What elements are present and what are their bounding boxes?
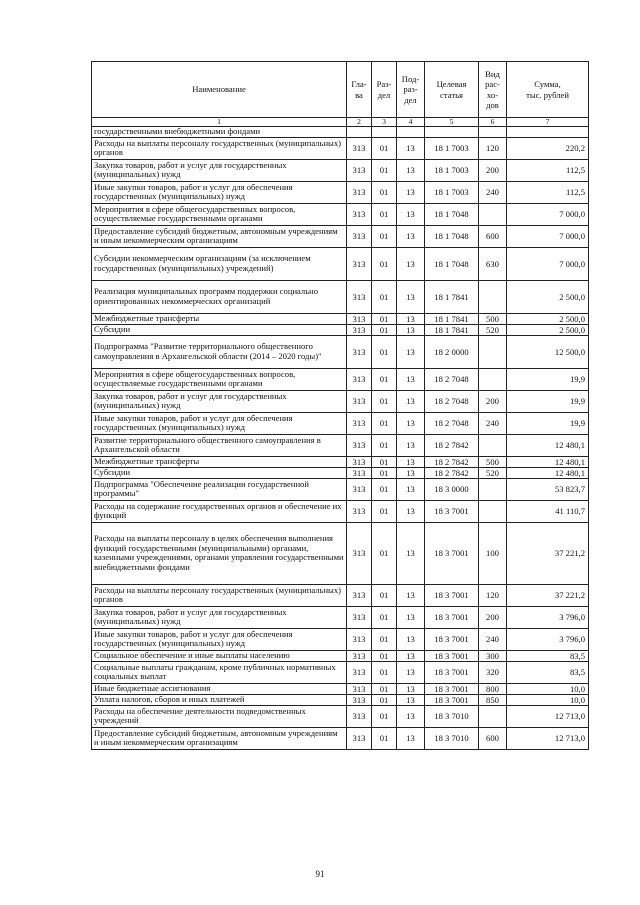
row-name: Иные закупки товаров, работ и услуг для обеспечения государственных (муниципальных) нужд [92, 412, 347, 434]
row-glava: 313 [347, 683, 372, 694]
column-number: 7 [507, 118, 589, 127]
row-sum: 53 823,7 [507, 478, 589, 500]
row-glava: 313 [347, 694, 372, 705]
row-podrazdel: 13 [397, 203, 425, 225]
row-sum: 2 500,0 [507, 324, 589, 335]
row-target-article: 18 3 7001 [425, 694, 479, 705]
table-row [92, 522, 589, 584]
row-name: Подпрограмма "Развитие территориального общественного самоуправления в Архангельской области (2014 – 2020 годы)" [92, 335, 347, 368]
row-sum: 41 110,7 [507, 500, 589, 522]
row-expense-type [479, 280, 507, 313]
table-row [92, 390, 589, 412]
row-target-article: 18 3 7001 [425, 584, 479, 606]
table-row [92, 650, 589, 661]
row-glava: 313 [347, 159, 372, 181]
row-expense-type [479, 500, 507, 522]
column-number: 2 [347, 118, 372, 127]
row-target-article: 18 1 7048 [425, 203, 479, 225]
table-row [92, 500, 589, 522]
table-row [92, 628, 589, 650]
table-body [92, 127, 589, 750]
row-razdel: 01 [372, 280, 397, 313]
header-podrazdel: Под- раз- дел [397, 62, 425, 118]
row-razdel: 01 [372, 727, 397, 749]
row-sum: 220,2 [507, 137, 589, 159]
row-name: Уплата налогов, сборов и иных платежей [92, 694, 347, 705]
row-podrazdel: 13 [397, 650, 425, 661]
table-row [92, 456, 589, 467]
row-target-article: 18 1 7048 [425, 225, 479, 247]
row-sum: 10,0 [507, 683, 589, 694]
row-podrazdel: 13 [397, 335, 425, 368]
row-glava: 313 [347, 247, 372, 280]
row-sum: 12 480,1 [507, 467, 589, 478]
row-expense-type: 630 [479, 247, 507, 280]
row-name: Иные бюджетные ассигнования [92, 683, 347, 694]
table-header-row [92, 62, 589, 118]
row-sum: 19,9 [507, 390, 589, 412]
row-expense-type [479, 127, 507, 138]
row-target-article: 18 3 7001 [425, 661, 479, 683]
row-target-article: 18 3 7001 [425, 650, 479, 661]
row-expense-type: 240 [479, 412, 507, 434]
row-razdel: 01 [372, 705, 397, 727]
row-sum: 7 000,0 [507, 203, 589, 225]
header-expense-type: Вид рас- хо- дов [479, 62, 507, 118]
table-row [92, 467, 589, 478]
row-name: Закупка товаров, работ и услуг для государственных (муниципальных) нужд [92, 606, 347, 628]
row-name: государственными внебюджетными фондами [92, 127, 347, 138]
row-sum: 37 221,2 [507, 522, 589, 584]
row-expense-type: 600 [479, 727, 507, 749]
row-podrazdel: 13 [397, 225, 425, 247]
row-name: Мероприятия в сфере общегосударственных вопросов, осуществляемые государственными органами [92, 368, 347, 390]
row-sum: 7 000,0 [507, 225, 589, 247]
row-sum: 19,9 [507, 368, 589, 390]
row-sum: 12 480,1 [507, 434, 589, 456]
row-target-article: 18 3 7001 [425, 500, 479, 522]
row-name: Субсидии некоммерческим организациям (за исключением государственных (муниципальных) учреждений) [92, 247, 347, 280]
page-number: 91 [315, 869, 325, 879]
row-target-article: 18 1 7003 [425, 159, 479, 181]
row-glava: 313 [347, 390, 372, 412]
row-sum: 112,5 [507, 159, 589, 181]
table-row [92, 313, 589, 324]
table-row [92, 324, 589, 335]
row-glava: 313 [347, 650, 372, 661]
row-target-article: 18 2 7842 [425, 467, 479, 478]
row-glava: 313 [347, 225, 372, 247]
header-target-article: Целевая статья [425, 62, 479, 118]
row-target-article: 18 3 7010 [425, 705, 479, 727]
row-glava [347, 127, 372, 138]
row-sum: 2 500,0 [507, 313, 589, 324]
row-name: Расходы на содержание государственных органов и обеспечение их функций [92, 500, 347, 522]
row-name: Межбюджетные трансферты [92, 313, 347, 324]
row-target-article: 18 3 7001 [425, 606, 479, 628]
row-sum: 7 000,0 [507, 247, 589, 280]
row-expense-type: 500 [479, 313, 507, 324]
row-podrazdel: 13 [397, 247, 425, 280]
row-name: Расходы на выплаты персоналу в целях обеспечения выполнения функций государственными (муниципальными) органами, казенными учреждениями, органами управления государственными внебюджетными фондами [92, 522, 347, 584]
row-target-article: 18 2 7048 [425, 368, 479, 390]
table-row [92, 247, 589, 280]
row-expense-type: 240 [479, 628, 507, 650]
row-target-article: 18 1 7841 [425, 324, 479, 335]
row-razdel: 01 [372, 412, 397, 434]
table-row [92, 335, 589, 368]
table-row [92, 280, 589, 313]
row-expense-type [479, 705, 507, 727]
row-razdel [372, 127, 397, 138]
row-target-article: 18 1 7048 [425, 247, 479, 280]
row-target-article: 18 3 7001 [425, 522, 479, 584]
row-name: Иные закупки товаров, работ и услуг для обеспечения государственных (муниципальных) нужд [92, 181, 347, 203]
row-razdel: 01 [372, 478, 397, 500]
table-row [92, 683, 589, 694]
row-glava: 313 [347, 606, 372, 628]
row-expense-type [479, 434, 507, 456]
row-razdel: 01 [372, 313, 397, 324]
row-razdel: 01 [372, 606, 397, 628]
row-name: Развитие территориального общественного самоуправления в Архангельской области [92, 434, 347, 456]
table-row [92, 181, 589, 203]
row-glava: 313 [347, 280, 372, 313]
row-podrazdel: 13 [397, 324, 425, 335]
row-glava: 313 [347, 500, 372, 522]
row-target-article: 18 3 0000 [425, 478, 479, 500]
row-expense-type [479, 203, 507, 225]
row-name: Мероприятия в сфере общегосударственных вопросов, осуществляемые государственными органами [92, 203, 347, 225]
row-sum: 12 500,0 [507, 335, 589, 368]
column-number: 6 [479, 118, 507, 127]
row-razdel: 01 [372, 584, 397, 606]
table-row [92, 412, 589, 434]
row-podrazdel: 13 [397, 159, 425, 181]
row-expense-type: 240 [479, 181, 507, 203]
row-expense-type: 850 [479, 694, 507, 705]
row-podrazdel: 13 [397, 727, 425, 749]
row-glava: 313 [347, 181, 372, 203]
row-razdel: 01 [372, 456, 397, 467]
row-expense-type: 520 [479, 324, 507, 335]
row-expense-type: 200 [479, 390, 507, 412]
table-row [92, 606, 589, 628]
row-target-article: 18 3 7010 [425, 727, 479, 749]
table-row [92, 203, 589, 225]
row-glava: 313 [347, 434, 372, 456]
row-podrazdel: 13 [397, 500, 425, 522]
row-razdel: 01 [372, 368, 397, 390]
row-sum: 37 221,2 [507, 584, 589, 606]
row-target-article: 18 1 7003 [425, 137, 479, 159]
row-target-article [425, 127, 479, 138]
row-glava: 313 [347, 478, 372, 500]
row-podrazdel: 13 [397, 628, 425, 650]
row-expense-type: 320 [479, 661, 507, 683]
row-podrazdel: 13 [397, 412, 425, 434]
table-row [92, 694, 589, 705]
table-row [92, 368, 589, 390]
row-glava: 313 [347, 335, 372, 368]
header-name: Наименование [92, 62, 347, 118]
row-podrazdel: 13 [397, 606, 425, 628]
row-podrazdel: 13 [397, 522, 425, 584]
header-glava: Гла- ва [347, 62, 372, 118]
row-podrazdel: 13 [397, 434, 425, 456]
row-name: Социальные выплаты гражданам, кроме публичных нормативных социальных выплат [92, 661, 347, 683]
row-podrazdel: 13 [397, 456, 425, 467]
column-number: 5 [425, 118, 479, 127]
column-number: 4 [397, 118, 425, 127]
table-row [92, 434, 589, 456]
table-row [92, 705, 589, 727]
row-razdel: 01 [372, 522, 397, 584]
column-number: 1 [92, 118, 347, 127]
row-target-article: 18 1 7841 [425, 280, 479, 313]
row-expense-type: 120 [479, 584, 507, 606]
row-podrazdel: 13 [397, 584, 425, 606]
row-sum: 3 796,0 [507, 606, 589, 628]
row-podrazdel: 13 [397, 181, 425, 203]
row-name: Субсидии [92, 324, 347, 335]
row-razdel: 01 [372, 203, 397, 225]
row-podrazdel: 13 [397, 390, 425, 412]
row-target-article: 18 1 7841 [425, 313, 479, 324]
row-target-article: 18 2 7048 [425, 412, 479, 434]
row-sum: 19,9 [507, 412, 589, 434]
row-name: Социальное обеспечение и иные выплаты населению [92, 650, 347, 661]
header-sum: Сумма, тыс. рублей [507, 62, 589, 118]
table-row [92, 225, 589, 247]
row-target-article: 18 1 7003 [425, 181, 479, 203]
row-expense-type: 300 [479, 650, 507, 661]
row-target-article: 18 2 7048 [425, 390, 479, 412]
row-sum: 12 713,0 [507, 705, 589, 727]
table-row [92, 584, 589, 606]
row-glava: 313 [347, 705, 372, 727]
row-podrazdel: 13 [397, 683, 425, 694]
row-podrazdel: 13 [397, 694, 425, 705]
row-razdel: 01 [372, 247, 397, 280]
row-podrazdel: 13 [397, 313, 425, 324]
row-sum: 12 713,0 [507, 727, 589, 749]
row-name: Расходы на выплаты персоналу государственных (муниципальных) органов [92, 584, 347, 606]
row-glava: 313 [347, 324, 372, 335]
row-name: Субсидии [92, 467, 347, 478]
row-name: Расходы на выплаты персоналу государственных (муниципальных) органов [92, 137, 347, 159]
row-glava: 313 [347, 203, 372, 225]
row-glava: 313 [347, 412, 372, 434]
row-sum: 112,5 [507, 181, 589, 203]
row-name: Иные закупки товаров, работ и услуг для обеспечения государственных (муниципальных) нужд [92, 628, 347, 650]
row-expense-type: 520 [479, 467, 507, 478]
table-row [92, 127, 589, 138]
row-expense-type [479, 478, 507, 500]
table-row [92, 661, 589, 683]
row-razdel: 01 [372, 390, 397, 412]
row-name: Предоставление субсидий бюджетным, автономным учреждениям и иным некоммерческим организациям [92, 225, 347, 247]
row-glava: 313 [347, 137, 372, 159]
table-row [92, 137, 589, 159]
row-target-article: 18 3 7001 [425, 683, 479, 694]
row-glava: 313 [347, 727, 372, 749]
row-podrazdel: 13 [397, 661, 425, 683]
row-razdel: 01 [372, 225, 397, 247]
row-name: Межбюджетные трансферты [92, 456, 347, 467]
row-name: Закупка товаров, работ и услуг для государственных (муниципальных) нужд [92, 159, 347, 181]
row-razdel: 01 [372, 650, 397, 661]
row-podrazdel: 13 [397, 137, 425, 159]
row-glava: 313 [347, 467, 372, 478]
row-razdel: 01 [372, 628, 397, 650]
row-sum: 12 480,1 [507, 456, 589, 467]
row-razdel: 01 [372, 467, 397, 478]
row-sum [507, 127, 589, 138]
header-razdel: Раз- дел [372, 62, 397, 118]
row-glava: 313 [347, 456, 372, 467]
row-glava: 313 [347, 661, 372, 683]
row-sum: 10,0 [507, 694, 589, 705]
row-razdel: 01 [372, 683, 397, 694]
row-expense-type [479, 368, 507, 390]
row-razdel: 01 [372, 335, 397, 368]
row-expense-type: 800 [479, 683, 507, 694]
row-razdel: 01 [372, 500, 397, 522]
row-expense-type: 600 [479, 225, 507, 247]
row-razdel: 01 [372, 324, 397, 335]
row-razdel: 01 [372, 434, 397, 456]
row-name: Расходы на обеспечение деятельности подведомственных учреждений [92, 705, 347, 727]
row-expense-type: 500 [479, 456, 507, 467]
row-podrazdel: 13 [397, 705, 425, 727]
row-glava: 313 [347, 368, 372, 390]
row-podrazdel: 13 [397, 467, 425, 478]
table-row [92, 727, 589, 749]
row-razdel: 01 [372, 137, 397, 159]
row-glava: 313 [347, 628, 372, 650]
row-podrazdel: 13 [397, 280, 425, 313]
row-razdel: 01 [372, 159, 397, 181]
row-expense-type: 200 [479, 159, 507, 181]
row-target-article: 18 2 7842 [425, 434, 479, 456]
row-target-article: 18 2 0000 [425, 335, 479, 368]
row-razdel: 01 [372, 694, 397, 705]
row-expense-type: 100 [479, 522, 507, 584]
row-expense-type [479, 335, 507, 368]
table-row [92, 478, 589, 500]
row-podrazdel [397, 127, 425, 138]
row-podrazdel: 13 [397, 368, 425, 390]
row-glava: 313 [347, 584, 372, 606]
row-glava: 313 [347, 522, 372, 584]
budget-table [91, 61, 589, 750]
row-sum: 83,5 [507, 661, 589, 683]
row-sum: 83,5 [507, 650, 589, 661]
row-name: Реализация муниципальных программ поддержки социально ориентированных некоммерческих организаций [92, 280, 347, 313]
row-name: Подпрограмма "Обеспечение реализации государственной программы" [92, 478, 347, 500]
column-number: 3 [372, 118, 397, 127]
row-expense-type: 120 [479, 137, 507, 159]
row-podrazdel: 13 [397, 478, 425, 500]
row-sum: 2 500,0 [507, 280, 589, 313]
row-name: Предоставление субсидий бюджетным, автономным учреждениям и иным некоммерческим организациям [92, 727, 347, 749]
row-expense-type: 200 [479, 606, 507, 628]
table-row [92, 159, 589, 181]
row-target-article: 18 2 7842 [425, 456, 479, 467]
row-razdel: 01 [372, 661, 397, 683]
row-sum: 3 796,0 [507, 628, 589, 650]
row-name: Закупка товаров, работ и услуг для государственных (муниципальных) нужд [92, 390, 347, 412]
row-glava: 313 [347, 313, 372, 324]
row-target-article: 18 3 7001 [425, 628, 479, 650]
row-razdel: 01 [372, 181, 397, 203]
